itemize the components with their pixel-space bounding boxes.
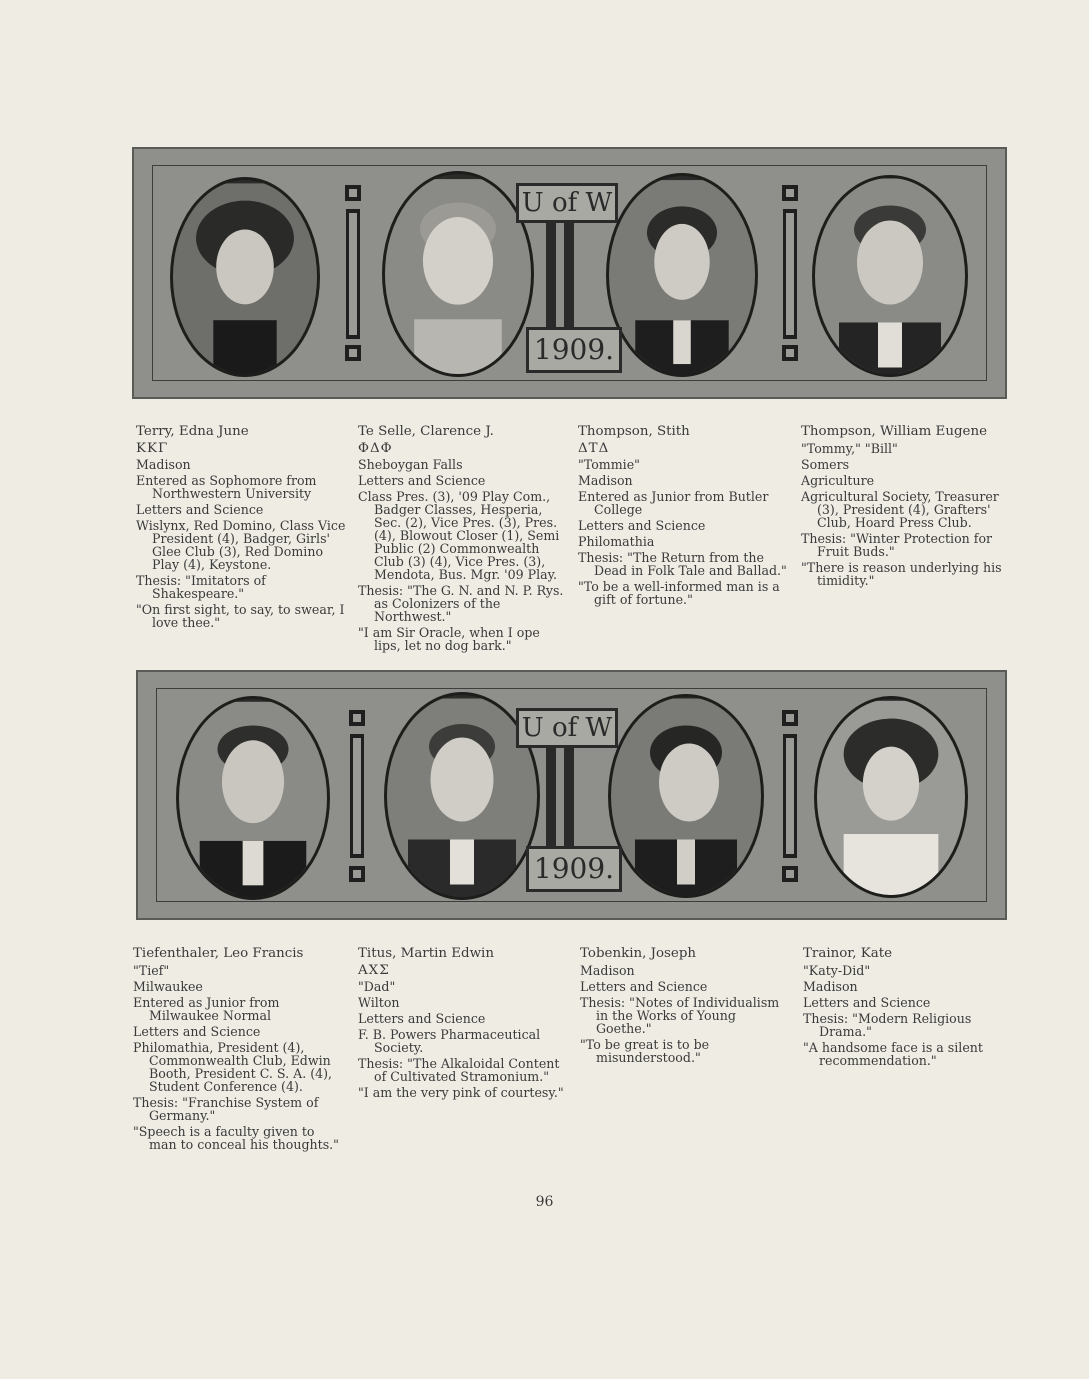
portrait-photo xyxy=(170,177,320,377)
course: Letters and Science xyxy=(136,502,264,517)
quotation: "To be a well-informed man is a gift of fortune." xyxy=(578,579,780,607)
course: Letters and Science xyxy=(578,518,706,533)
student-entry xyxy=(358,947,570,1102)
course: Letters and Science xyxy=(358,1011,486,1026)
student-name: Thompson, Stith xyxy=(578,424,690,439)
ornament-pillar xyxy=(564,748,574,854)
quotation: "There is reason underlying his timidity." xyxy=(801,560,1002,588)
thesis: Thesis: "Notes of Individualism in the Works of Young Goethe." xyxy=(580,995,780,1036)
student-name: Trainor, Kate xyxy=(803,946,893,961)
class-year-plaque: 1909. xyxy=(526,327,622,373)
entry-note: Entered as Junior from Milwaukee Normal xyxy=(133,995,280,1023)
nickname: "Tommie" xyxy=(578,457,640,472)
fraternity: ΦΔΦ xyxy=(358,441,393,456)
hometown: Milwaukee xyxy=(133,979,203,994)
fraternity: ΚΚΓ xyxy=(136,441,169,456)
class-year-plaque: 1909. xyxy=(526,846,622,892)
portrait-photo xyxy=(814,696,968,898)
thesis: Thesis: "The Return from the Dead in Folk Tale and Ballad." xyxy=(578,550,787,578)
ornament-square xyxy=(782,345,798,361)
quotation: "I am Sir Oracle, when I ope lips, let no dog bark." xyxy=(358,625,540,653)
portrait-photo xyxy=(606,173,758,377)
ornament-square xyxy=(345,345,361,361)
course: Letters and Science xyxy=(580,979,708,994)
activities: Agricultural Society, Treasurer (3), President (4), Grafters' Club, Hoard Press Club. xyxy=(801,489,999,530)
activities: Philomathia xyxy=(578,534,655,549)
portrait-photo xyxy=(382,171,534,377)
nickname: "Tief" xyxy=(133,963,170,978)
quotation: "On first sight, to say, to swear, I love thee." xyxy=(136,602,345,630)
student-name: Terry, Edna June xyxy=(136,424,249,439)
ornament-bar xyxy=(346,209,360,339)
university-logo: U of W xyxy=(516,708,618,748)
page-number: 96 xyxy=(535,1194,554,1210)
ornament-pillar xyxy=(546,748,556,854)
nickname: "Katy-Did" xyxy=(803,963,871,978)
activities: Philomathia, President (4), Commonwealth Club, Edwin Booth, President C. S. A. (4), Student Conference (4). xyxy=(133,1040,333,1094)
student-name: Tobenkin, Joseph xyxy=(580,946,697,961)
hometown: Somers xyxy=(801,457,850,472)
quotation: "A handsome face is a silent recommendation." xyxy=(803,1040,983,1068)
activities: F. B. Powers Pharmaceutical Society. xyxy=(358,1027,541,1055)
student-name: Thompson, William Eugene xyxy=(801,424,987,439)
hometown: Madison xyxy=(803,979,858,994)
student-entry xyxy=(803,947,1015,1070)
portrait-photo xyxy=(812,175,968,377)
ornament-pillar xyxy=(546,223,556,333)
course: Agriculture xyxy=(801,473,875,488)
ornament-square xyxy=(782,710,798,726)
ornament-square xyxy=(782,866,798,882)
portrait-banner-bottom xyxy=(136,670,1007,920)
ornament-bar xyxy=(783,734,797,858)
student-name: Tiefenthaler, Leo Francis xyxy=(133,946,304,961)
ornament-bar xyxy=(783,209,797,339)
course: Letters and Science xyxy=(133,1024,261,1039)
student-entry xyxy=(136,425,348,632)
course: Letters and Science xyxy=(358,473,486,488)
portrait-banner-top xyxy=(132,147,1007,399)
course: Letters and Science xyxy=(803,995,931,1010)
ornament-bar xyxy=(350,734,364,858)
ornament-square xyxy=(345,185,361,201)
hometown: Madison xyxy=(136,457,191,472)
student-entry xyxy=(578,425,790,609)
student-entry xyxy=(133,947,345,1154)
student-entry xyxy=(580,947,792,1067)
hometown: Madison xyxy=(578,473,633,488)
ornament-square xyxy=(349,866,365,882)
activities: Wislynx, Red Domino, Class Vice President (4), Badger, Girls' Glee Club (3), Red Domino Play (4), Keystone. xyxy=(136,518,346,572)
quotation: "Speech is a faculty given to man to conceal his thoughts." xyxy=(133,1124,339,1152)
hometown: Madison xyxy=(580,963,635,978)
thesis: Thesis: "The G. N. and N. P. Rys. as Colonizers of the Northwest." xyxy=(358,583,564,624)
quotation: "I am the very pink of courtesy." xyxy=(358,1085,564,1100)
thesis: Thesis: "Winter Protection for Fruit Buds." xyxy=(801,531,993,559)
nickname: "Tommy," "Bill" xyxy=(801,441,898,456)
ornament-square xyxy=(782,185,798,201)
student-entry xyxy=(358,425,570,655)
portrait-photo xyxy=(608,694,764,898)
student-entry xyxy=(801,425,1013,590)
thesis: Thesis: "Modern Religious Drama." xyxy=(803,1011,972,1039)
thesis: Thesis: "Franchise System of Germany." xyxy=(133,1095,319,1123)
entry-note: Entered as Sophomore from Northwestern University xyxy=(136,473,317,501)
thesis: Thesis: "Imitators of Shakespeare." xyxy=(136,573,266,601)
student-name: Te Selle, Clarence J. xyxy=(358,424,494,439)
fraternity: ΑΧΣ xyxy=(358,963,390,978)
ornament-pillar xyxy=(564,223,574,333)
student-name: Titus, Martin Edwin xyxy=(358,946,494,961)
activities: Class Pres. (3), '09 Play Com., Badger Classes, Hesperia, Sec. (2), Vice Pres. (3), Pres. (4), Blowout Closer (1), Semi Public (2) Commonwealth Club (3) (4), Vice Pres. (3), Mendota, Bus. Mgr. '09 Play. xyxy=(358,489,560,582)
ornament-square xyxy=(349,710,365,726)
thesis: Thesis: "The Alkaloidal Content of Cultivated Stramonium." xyxy=(358,1056,560,1084)
hometown: Sheboygan Falls xyxy=(358,457,463,472)
entry-note: Entered as Junior from Butler College xyxy=(578,489,769,517)
hometown: Wilton xyxy=(358,995,400,1010)
portrait-photo xyxy=(176,696,330,900)
university-logo: U of W xyxy=(516,183,618,223)
nickname: "Dad" xyxy=(358,979,396,994)
quotation: "To be great is to be misunderstood." xyxy=(580,1037,710,1065)
fraternity: ΔΤΔ xyxy=(578,441,610,456)
